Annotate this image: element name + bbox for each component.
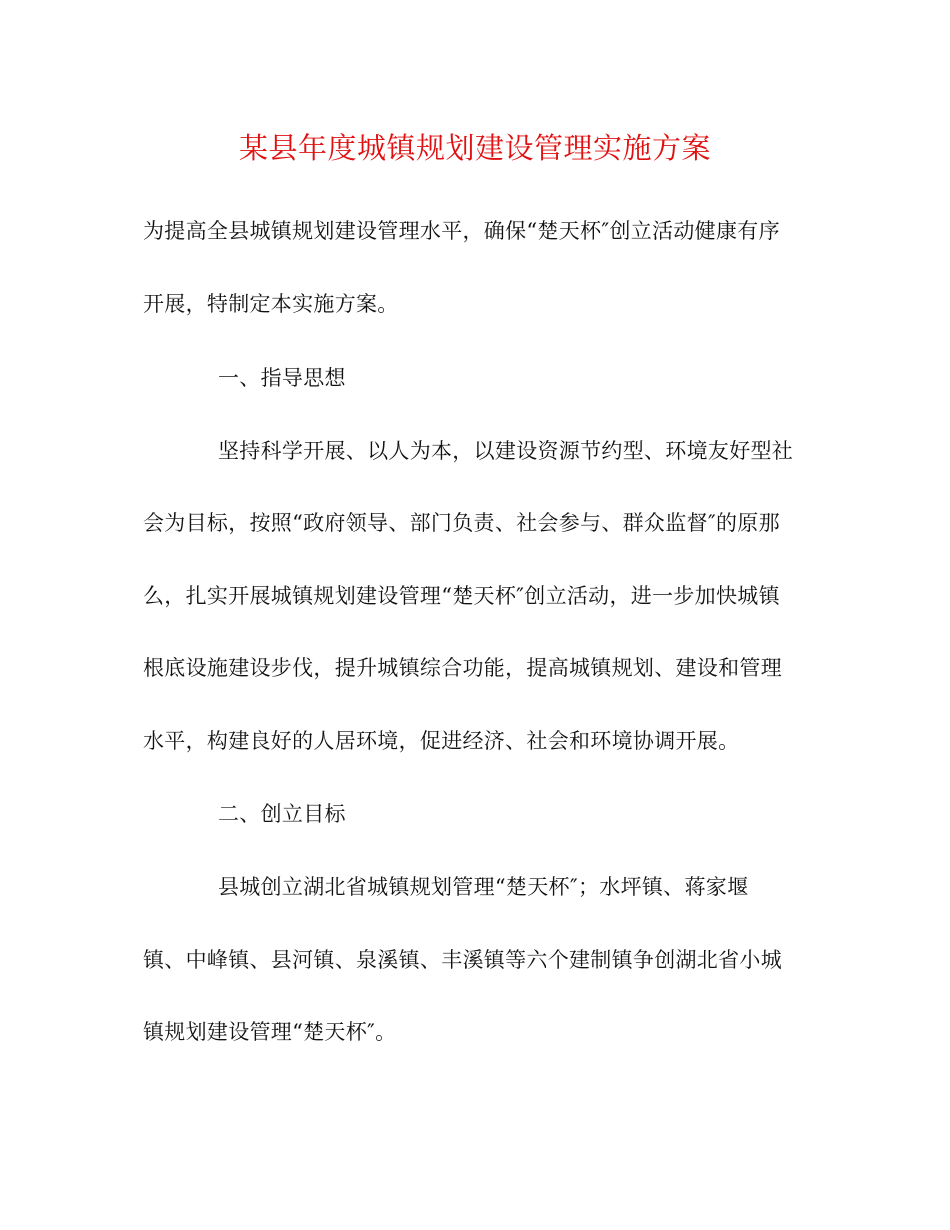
paragraph-line: 么，扎实开展城镇规划建设管理“楚天杯″创立活动，进一步加快城镇 — [143, 584, 780, 608]
paragraph-line: 根底设施建设步伐，提升城镇综合功能，提高城镇规划、建设和管理 — [143, 656, 782, 680]
section-heading: 一、指导思想 — [218, 366, 346, 390]
paragraph-line: 县城创立湖北省城镇规划管理“楚天杯″；水坪镇、蒋家堰 — [218, 875, 749, 899]
paragraph-line: 镇、中峰镇、县河镇、泉溪镇、丰溪镇等六个建制镇争创湖北省小城 — [143, 948, 782, 972]
paragraph-line: 水平，构建良好的人居环境，促进经济、社会和环境协调开展。 — [143, 729, 740, 753]
paragraph-line: 坚持科学开展、以人为本，以建设资源节约型、环境友好型社 — [218, 439, 794, 463]
section-heading: 二、创立目标 — [218, 802, 346, 826]
paragraph-line: 镇规划建设管理“楚天杯″。 — [143, 1020, 397, 1044]
document-title: 某县年度城镇规划建设管理实施方案 — [238, 131, 711, 165]
paragraph-line: 开展，特制定本实施方案。 — [143, 292, 399, 316]
paragraph-line: 会为目标，按照“政府领导、部门负责、社会参与、群众监督″的原那 — [143, 511, 780, 535]
paragraph-line: 为提高全县城镇规划建设管理水平，确保“楚天杯″创立活动健康有序 — [143, 219, 780, 243]
